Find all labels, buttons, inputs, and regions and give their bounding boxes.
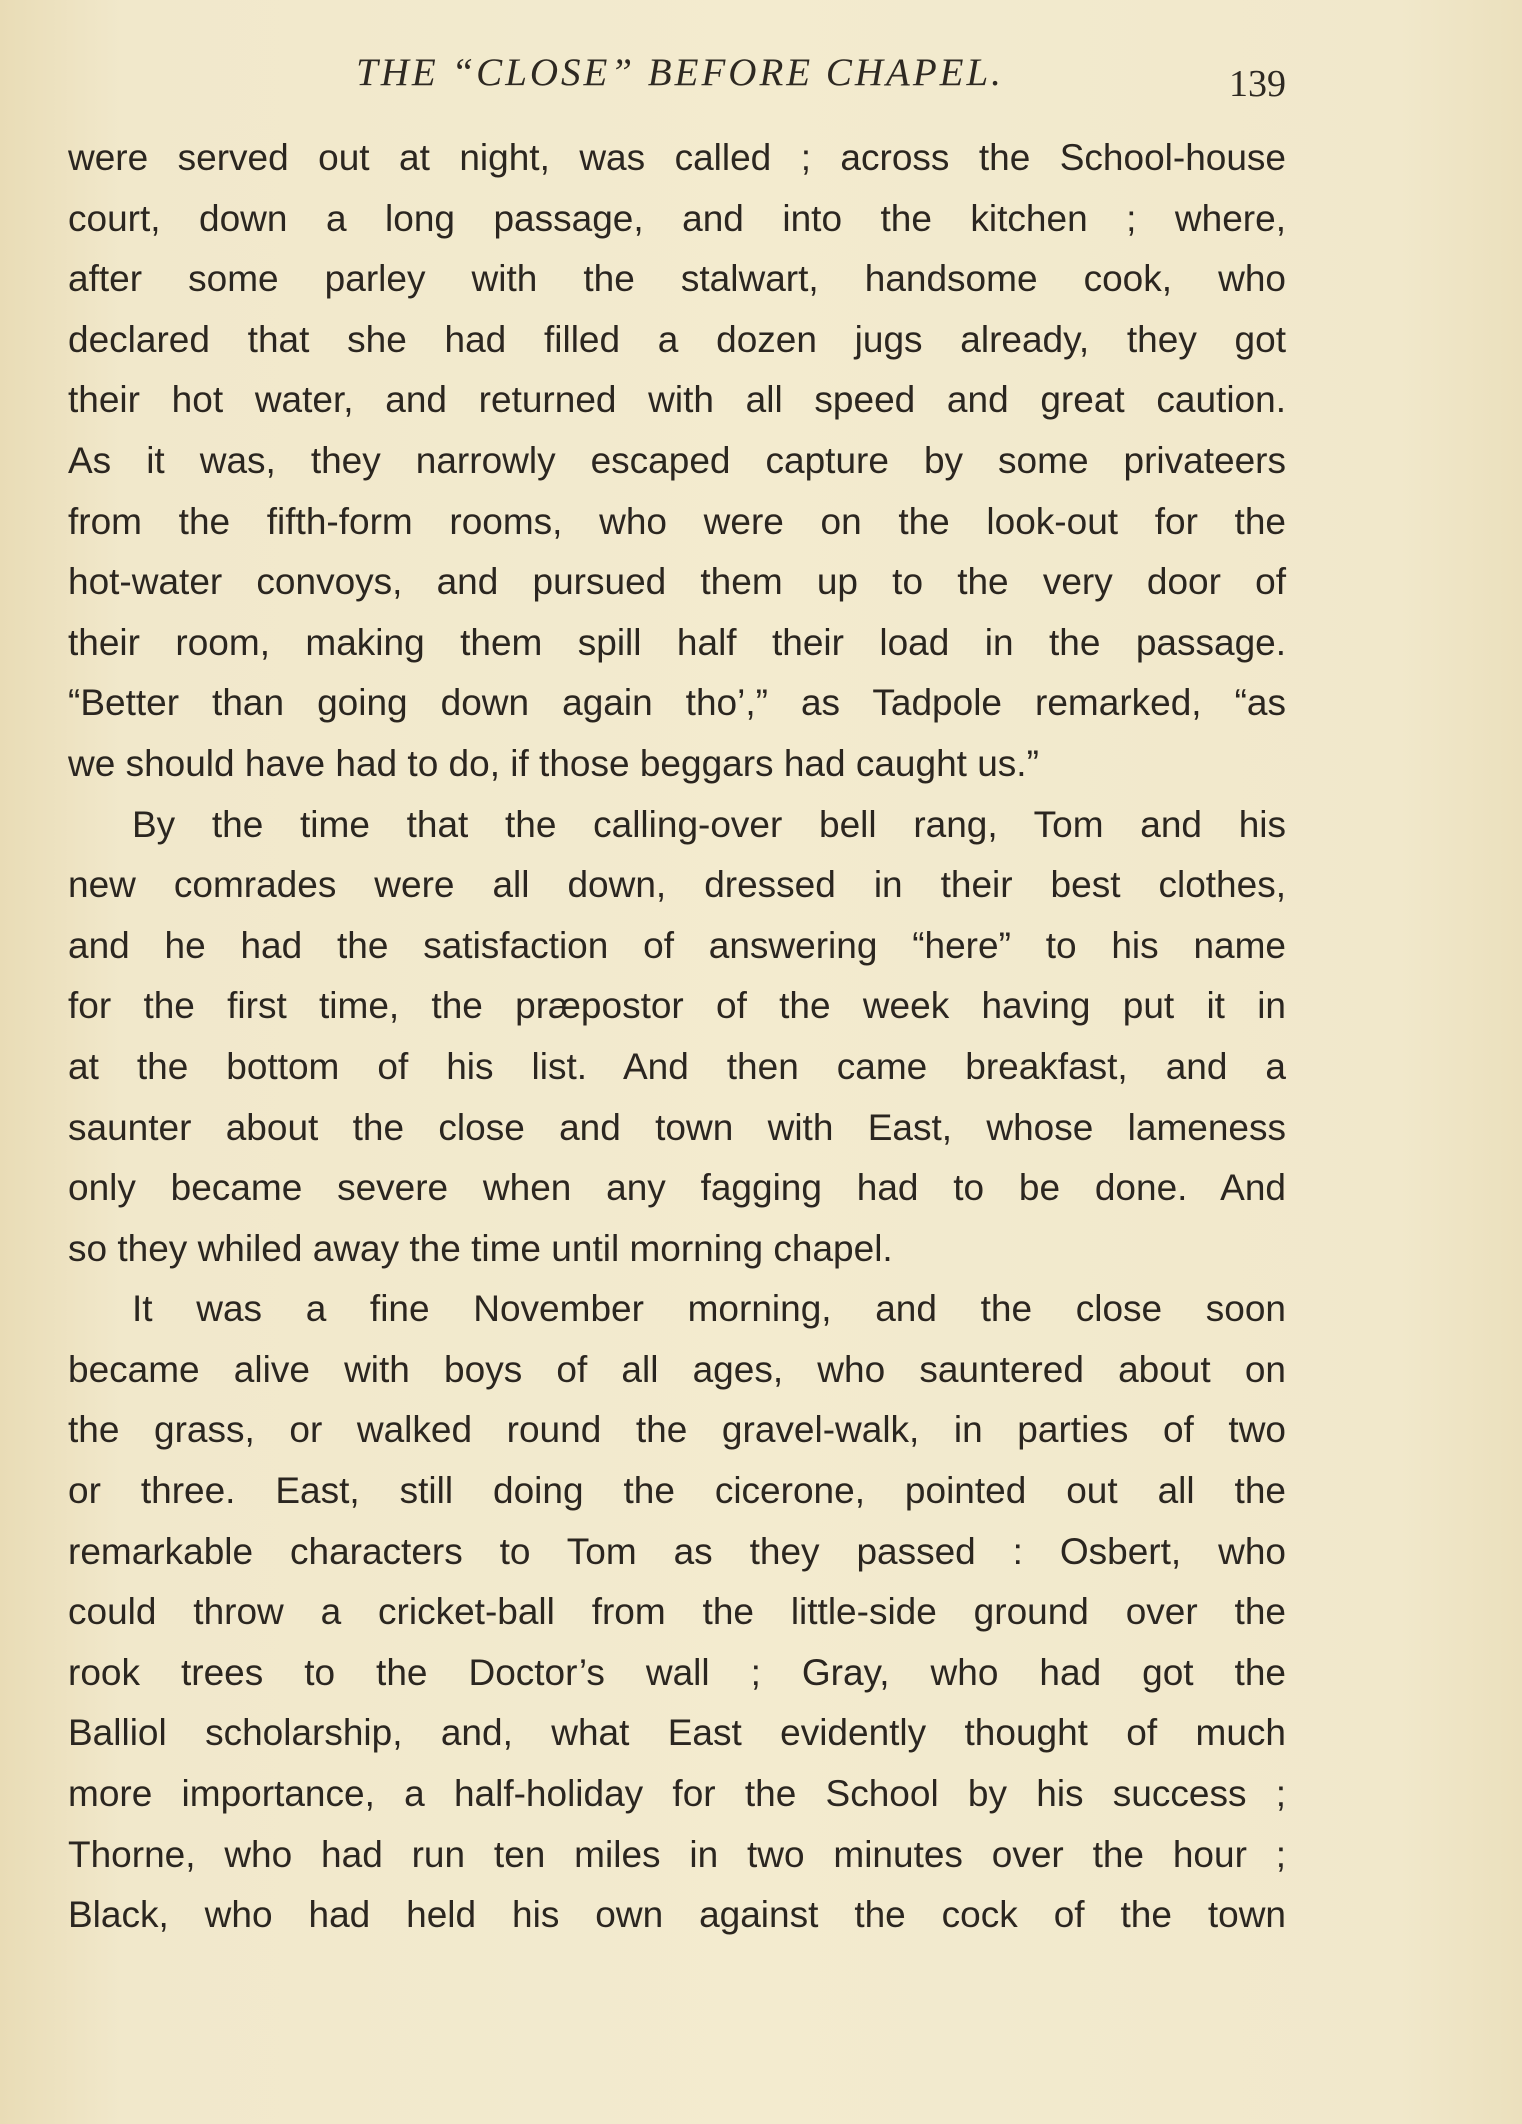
text-line: were served out at night, was called ; across the School-house [68, 137, 1286, 178]
text-line: their room, making them spill half their load in the passage. [68, 621, 1286, 663]
text-line: became alive with boys of all ages, who sauntered about on [68, 1348, 1286, 1390]
body-text [68, 128, 1286, 1946]
text-line: Thorne, who had run ten miles in two minutes over the hour ; [68, 1833, 1286, 1875]
text-line: only became severe when any fagging had to be done. And [68, 1167, 1286, 1209]
text-line: “Better than going down again tho’,” as Tadpole remarked, “as [68, 682, 1286, 724]
text-line: and he had the satisfaction of answering “here” to his name [68, 924, 1286, 966]
text-line: declared that she had filled a dozen jugs already, they got [68, 318, 1286, 360]
text-line: Balliol scholarship, and, what East evidently thought of much [68, 1712, 1286, 1754]
text-line: at the bottom of his list. And then came breakfast, and a [68, 1045, 1286, 1087]
text-line: or three. East, still doing the cicerone, pointed out all the [68, 1470, 1286, 1512]
text-line: from the fifth-form rooms, who were on the look-out for the [68, 500, 1286, 542]
text-line: By the time that the calling-over bell rang, Tom and his [132, 803, 1286, 845]
text-line: new comrades were all down, dressed in their best clothes, [68, 864, 1286, 906]
page-number: 139 [1229, 63, 1286, 105]
text-line: their hot water, and returned with all speed and great caution. [68, 379, 1286, 421]
text-line: As it was, they narrowly escaped capture by some privateers [68, 439, 1286, 481]
text-line: for the first time, the præpostor of the week having put it in [68, 985, 1286, 1027]
text-line: saunter about the close and town with East, whose lameness [68, 1106, 1286, 1148]
text-line: could throw a cricket-ball from the little-side ground over the [68, 1591, 1286, 1633]
text-line: more importance, a half-holiday for the School by his success ; [68, 1773, 1286, 1815]
running-title: THE “CLOSE” BEFORE CHAPEL. [356, 51, 1004, 94]
text-line: hot-water convoys, and pursued them up to the very door of [68, 561, 1286, 603]
text-line: rook trees to the Doctor’s wall ; Gray, who had got the [68, 1651, 1286, 1693]
text-line: so they whiled away the time until morning chapel. [68, 1227, 893, 1269]
text-line: the grass, or walked round the gravel-walk, in parties of two [68, 1409, 1286, 1451]
text-line: Black, who had held his own against the cock of the town [68, 1894, 1286, 1936]
text-line: after some parley with the stalwart, handsome cook, who [68, 258, 1286, 300]
text-line: court, down a long passage, and into the kitchen ; where, [68, 197, 1286, 239]
text-line: we should have had to do, if those beggars had caught us.” [68, 742, 1039, 784]
text-line: remarkable characters to Tom as they passed : Osbert, who [68, 1530, 1286, 1572]
text-line: It was a fine November morning, and the close soon [132, 1288, 1286, 1330]
